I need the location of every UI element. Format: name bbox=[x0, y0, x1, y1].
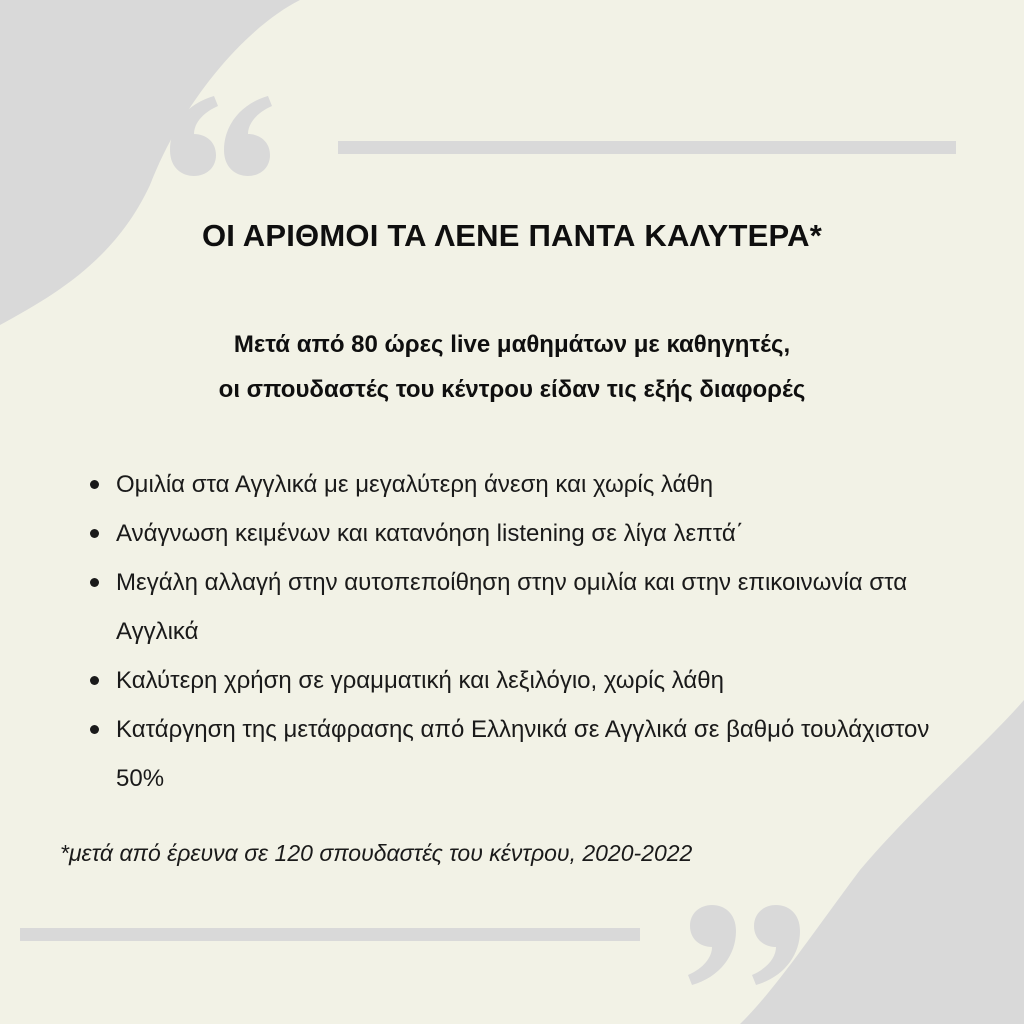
list-item-text: Μεγάλη αλλαγή στην αυτοπεποίθηση στην ομιλία και στην επικοινωνία στα Αγγλικά bbox=[116, 569, 908, 645]
bullet-icon bbox=[90, 676, 99, 685]
list-item bbox=[88, 656, 968, 705]
footnote: *μετά από έρευνα σε 120 σπουδαστές του κέντρου, 2020-2022 bbox=[60, 840, 693, 866]
bottom-divider-line bbox=[20, 928, 640, 941]
list-item bbox=[88, 705, 968, 803]
bullet-icon bbox=[90, 578, 99, 587]
subtitle-line-1: Μετά από 80 ώρες live μαθημάτων με καθηγητές, bbox=[233, 331, 791, 358]
closing-quote-icon bbox=[688, 905, 800, 985]
list-item-text: Καλύτερη χρήση σε γραμματική και λεξιλόγιο, χωρίς λάθη bbox=[116, 667, 724, 694]
list-item-text: Ομιλία στα Αγγλικά με μεγαλύτερη άνεση και χωρίς λάθη bbox=[116, 471, 714, 498]
bullet-icon bbox=[90, 529, 99, 538]
list-item bbox=[88, 460, 968, 509]
list-item bbox=[88, 509, 968, 558]
benefits-list bbox=[88, 460, 968, 803]
bullet-icon bbox=[90, 480, 99, 489]
list-item bbox=[88, 558, 968, 656]
list-item-text: Κατάργηση της μετάφρασης από Ελληνικά σε Αγγλικά σε βαθμό τουλάχιστον 50% bbox=[116, 716, 930, 792]
subtitle-line-2: οι σπουδαστές του κέντρου είδαν τις εξής διαφορές bbox=[218, 376, 806, 403]
list-item-text: Ανάγνωση κειμένων και κατανόηση listening σε λίγα λεπτά΄ bbox=[116, 520, 744, 547]
page-title: ΟΙ ΑΡΙΘΜΟΙ ΤΑ ΛΕΝΕ ΠΑΝΤΑ ΚΑΛΥΤΕΡΑ* bbox=[201, 218, 822, 253]
bullet-icon bbox=[90, 725, 99, 734]
top-divider-line bbox=[338, 141, 956, 154]
